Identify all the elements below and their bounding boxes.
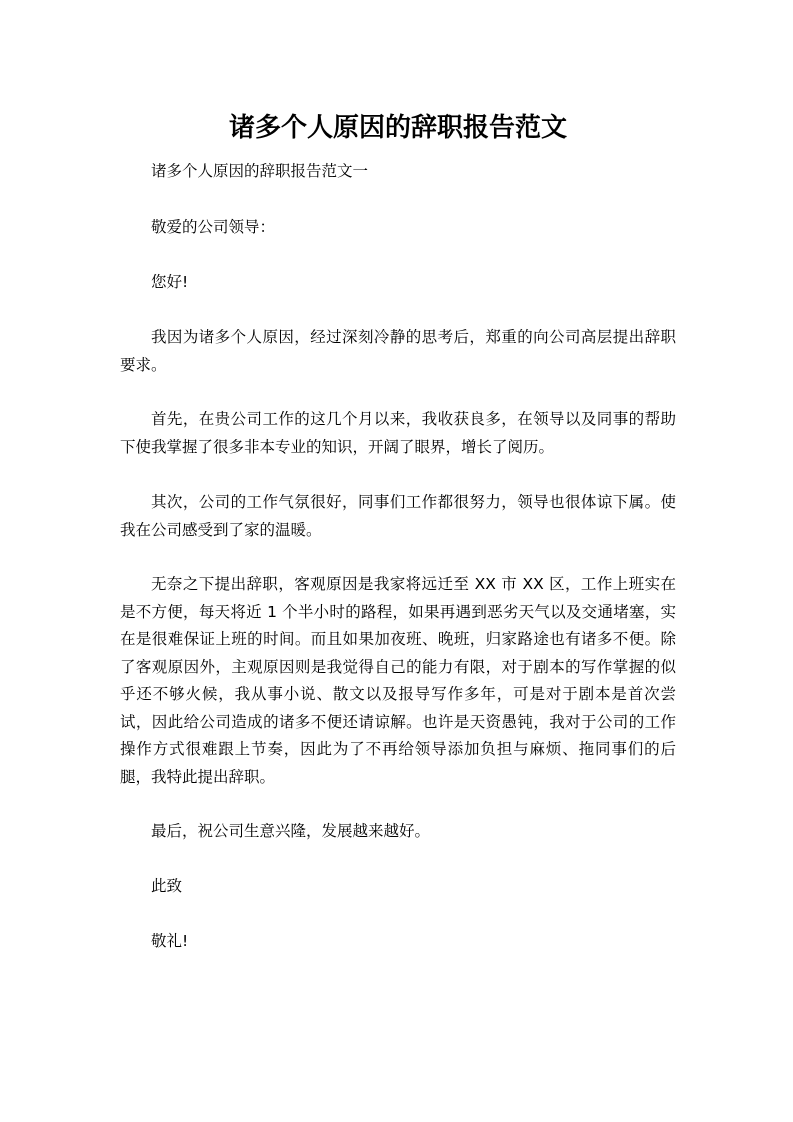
document-title: 诸多个人原因的辞职报告范文 — [228, 113, 567, 143]
paragraph-cizhi: 此致 — [151, 877, 183, 895]
paragraph-first: 首先，在贵公司工作的这几个月以来，我收获良多，在领导以及同事的帮助下使我掌握了很多非本专业的知识，开阔了眼界，增长了阅历。 — [120, 410, 676, 456]
paragraph-reasons: 无奈之下提出辞职，客观原因是我家将远迁至 XX 市 XX 区，工作上班实在是不方便，每天将近 1 个半小时的路程，如果再遇到恶劣天气以及交通堵塞，实在是很难保证上班的时间。而且如果加夜班、晚班，归家路途也有诸多不便。除了客观原因外，主观原因则是我觉得自己的能力有限，对于剧本的写作掌握的似乎还不够火候，我从事小说、散文以及报导写作多年，可是对于剧本是首次尝试，因此给公司造成的诸多不便还请谅解。也许是天资愚钝，我对于公司的工作操作方式很难跟上节奏，因此为了不再给领导添加负担与麻烦、拖同事们的后腿，我特此提出辞职。 — [120, 575, 676, 786]
paragraph-closing-wish: 最后，祝公司生意兴隆，发展越来越好。 — [151, 822, 431, 840]
paragraph-jingli: 敬礼! — [151, 932, 189, 950]
paragraph-subtitle: 诸多个人原因的辞职报告范文一 — [151, 162, 369, 180]
paragraph-second: 其次，公司的工作气氛很好，同事们工作都很努力，领导也很体谅下属。使我在公司感受到了家的温暖。 — [120, 493, 676, 539]
paragraph-salutation: 敬爱的公司领导： — [151, 218, 276, 236]
paragraph-intro: 我因为诸多个人原因，经过深刻冷静的思考后，郑重的向公司高层提出辞职要求。 — [120, 328, 676, 374]
document-page — [120, 0, 676, 1122]
paragraph-greeting: 您好! — [151, 273, 189, 291]
